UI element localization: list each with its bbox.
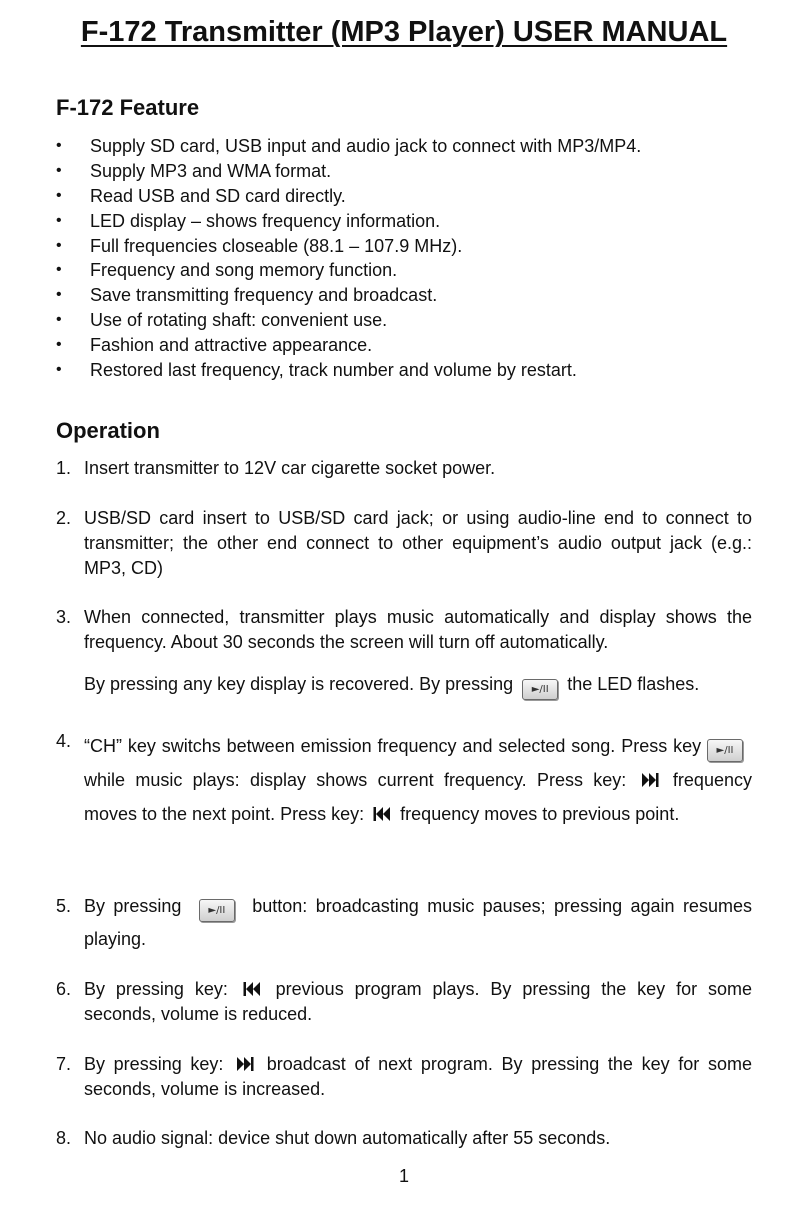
list-item: • Supply SD card, USB input and audio jack to connect with MP3/MP4. xyxy=(56,134,641,159)
step-text: USB/SD card insert to USB/SD card jack; or using audio-line end to connect to transmitter; the other end connect to other equipment’s audio output jack (e.g.: MP3, CD) xyxy=(84,508,752,578)
list-item: • Supply MP3 and WMA format. xyxy=(56,159,641,184)
step-number: 8. xyxy=(56,1128,72,1148)
step-number: 1. xyxy=(56,458,72,478)
step-text: No audio signal: device shut down automatically after 55 seconds. xyxy=(84,1128,611,1148)
operation-step-2 xyxy=(56,506,752,581)
next-track-icon xyxy=(236,1056,254,1072)
play-pause-button-icon: ►/II xyxy=(199,899,235,922)
previous-track-icon xyxy=(243,981,261,997)
step-number: 2. xyxy=(56,508,72,528)
page-title: F-172 Transmitter (MP3 Player) USER MANUAL xyxy=(80,16,728,48)
page-number: 1 xyxy=(398,1166,409,1186)
step-text: Insert transmitter to 12V car cigarette socket power. xyxy=(84,458,496,478)
step-number: 5. xyxy=(56,896,72,916)
operation-step-1 xyxy=(56,456,752,481)
previous-track-icon xyxy=(373,806,391,822)
step-text: By pressing key: previous program plays. By pressing the key for some seconds, volume is reduced. xyxy=(84,979,752,1024)
operation-step-8 xyxy=(56,1126,752,1151)
next-track-icon xyxy=(641,772,659,788)
operation-step-5 xyxy=(56,890,752,956)
operation-step-4 xyxy=(56,729,752,831)
list-item: • Frequency and song memory function. xyxy=(56,258,641,283)
operation-heading: Operation xyxy=(56,418,160,443)
play-pause-button-icon: ►/II xyxy=(522,679,558,700)
feature-list xyxy=(56,134,641,383)
step-text: By pressing key: broadcast of next program. By pressing the key for some seconds, volume is increased. xyxy=(84,1054,752,1099)
play-pause-button-icon: ►/II xyxy=(707,739,743,762)
list-item: • Read USB and SD card directly. xyxy=(56,184,641,209)
list-item: • LED display – shows frequency information. xyxy=(56,209,641,234)
list-item: • Use of rotating shaft: convenient use. xyxy=(56,308,641,333)
feature-heading: F-172 Feature xyxy=(56,95,200,120)
step-subtext: By pressing any key display is recovered. By pressing ►/II the LED flashes. xyxy=(84,672,752,700)
operation-step-6 xyxy=(56,977,752,1027)
list-item: • Save transmitting frequency and broadcast. xyxy=(56,283,641,308)
step-number: 4. xyxy=(56,731,72,751)
step-number: 3. xyxy=(56,607,72,627)
operation-step-7 xyxy=(56,1052,752,1102)
list-item: • Fashion and attractive appearance. xyxy=(56,333,641,358)
operation-step-3 xyxy=(56,605,752,700)
list-item: • Full frequencies closeable (88.1 – 107.9 MHz). xyxy=(56,234,641,259)
step-text: By pressing ►/II button: broadcasting music pauses; pressing again resumes playing. xyxy=(84,896,752,949)
step-number: 7. xyxy=(56,1054,72,1074)
step-text: When connected, transmitter plays music automatically and display shows the frequency. About 30 seconds the screen will turn off automatically. xyxy=(84,607,752,652)
list-item: • Restored last frequency, track number and volume by restart. xyxy=(56,358,641,383)
step-number: 6. xyxy=(56,979,72,999)
step-text: “CH” key switchs between emission frequency and selected song. Press key ►/II while music plays: display shows current frequency. Press key: frequency moves to the next point. Press key: frequency moves to previous point. xyxy=(84,736,752,824)
